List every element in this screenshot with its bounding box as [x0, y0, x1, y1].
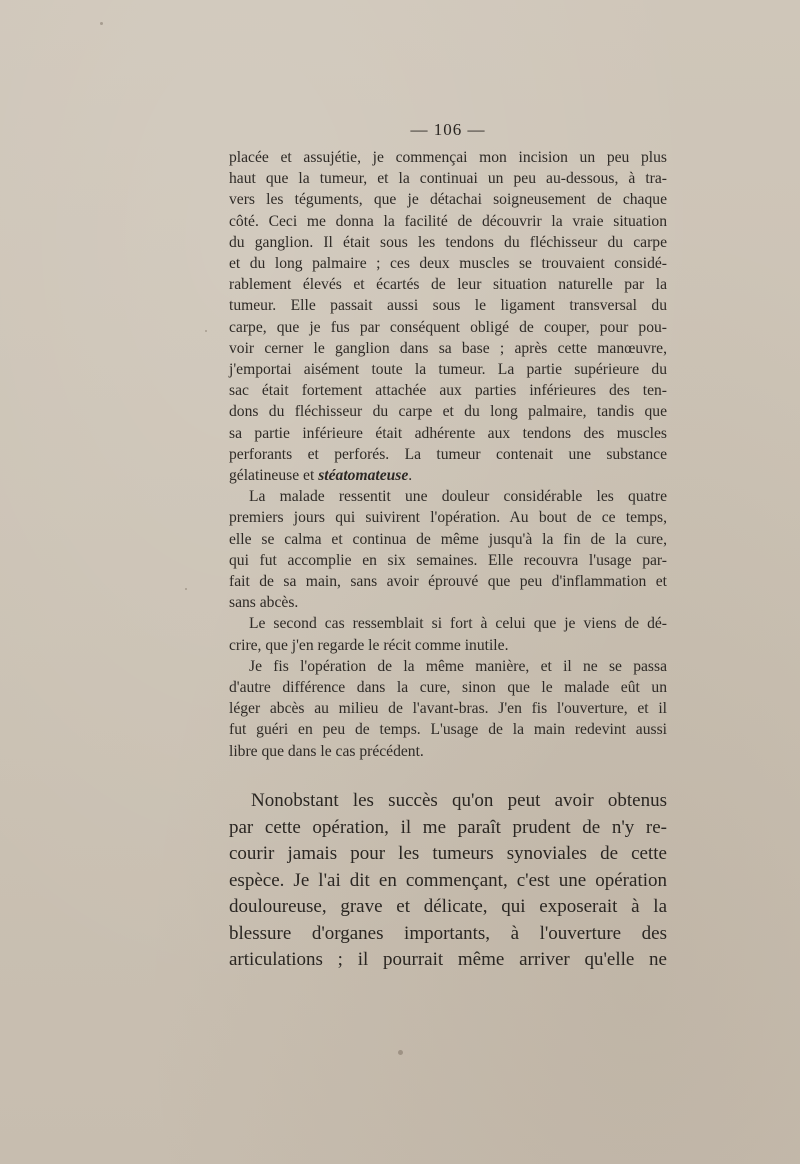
paper-speck: [185, 588, 187, 590]
text-line: dons du fléchisseur du carpe et du long palmaire, tandis que: [229, 403, 667, 421]
text-line: fut guéri en peu de temps. L'usage de la main redevint aussi: [229, 721, 667, 739]
text-line: [229, 465, 667, 486]
text-line: douloureuse, grave et délicate, qui exposerait à la: [229, 896, 667, 917]
text-line: côté. Ceci me donna la facilité de découvrir la vraie situation: [229, 212, 667, 230]
text-line: du ganglion. Il était sous les tendons du fléchisseur du carpe: [229, 233, 667, 251]
paragraph-1: [229, 147, 667, 486]
text-line: j'emportai aisément toute la tumeur. La partie supérieure du: [229, 361, 667, 379]
text-line: courir jamais pour les tumeurs synoviales de cette: [229, 843, 667, 864]
text-line: tumeur. Elle passait aussi sous le ligament transversal du: [229, 297, 667, 315]
text-line: par cette opération, il me paraît prudent de n'y re-: [229, 816, 667, 838]
small-text-body: [229, 147, 667, 762]
text-line: perforants et perforés. La tumeur contenait une substance: [229, 445, 667, 463]
text-line: sa partie inférieure était adhérente aux tendons des muscles: [229, 424, 667, 442]
text-line: premiers jours qui suivirent l'opération. Au bout de ce temps,: [229, 509, 667, 527]
paper-speck: [398, 1050, 403, 1055]
large-text-body: [229, 788, 667, 974]
text-line: qui fut accomplie en six semaines. Elle recouvra l'usage par-: [229, 551, 667, 569]
text-line: fait de sa main, sans avoir éprouvé que peu d'inflammation et: [229, 573, 667, 591]
text-line: libre que dans le cas précédent.: [229, 742, 424, 760]
text-line: léger abcès au milieu de l'avant-bras. J'en fis l'ouverture, et il: [229, 700, 667, 718]
text-line: d'autre différence dans la cure, sinon que le malade eût un: [229, 679, 667, 697]
text-fragment: gélatineuse et: [229, 467, 319, 485]
text-line: Nonobstant les succès qu'on peut avoir obtenus: [251, 790, 667, 811]
page-number: — 106 —: [410, 120, 486, 139]
text-line: vers les téguments, que je détachai soigneusement de chaque: [229, 191, 667, 209]
text-line: placée et assujétie, je commençai mon incision un peu plus: [229, 149, 667, 166]
paper-speck: [205, 330, 207, 332]
text-line: rablement élevés et écartés de leur situation naturelle par la: [229, 276, 667, 294]
text-line: elle se calma et continua de même jusqu'à la fin de la cure,: [229, 530, 667, 548]
text-line: Je fis l'opération de la même manière, et il ne se passa: [249, 657, 667, 675]
text-line: espèce. Je l'ai dit en commençant, c'est une opération: [229, 869, 667, 891]
text-line: blessure d'organes importants, à l'ouverture des: [229, 922, 667, 944]
paragraph-3: [229, 613, 667, 655]
text-fragment: .: [408, 467, 413, 485]
text-line: carpe, que je fus par conséquent obligé de couper, pour pou-: [229, 318, 667, 336]
text-line: articulations ; il pourrait même arriver qu'elle ne: [229, 949, 667, 970]
text-line: crire, que j'en regarde le récit comme inutile.: [229, 636, 509, 654]
text-line: haut que la tumeur, et la continuai un peu au-dessous, à tra-: [229, 170, 667, 188]
text-line: voir cerner le ganglion dans sa base ; après cette manœuvre,: [229, 339, 667, 357]
italic-term: stéatomateuse: [318, 467, 409, 485]
text-line: Le second cas ressemblait si fort à celui que je viens de dé-: [249, 615, 667, 633]
text-line: La malade ressentit une douleur considérable les quatre: [249, 488, 667, 506]
paragraph-2: [229, 486, 667, 613]
paper-speck: [100, 22, 103, 25]
text-line: et du long palmaire ; ces deux muscles se trouvaient considé-: [229, 255, 667, 273]
text-line: sac était fortement attachée aux parties inférieures des ten-: [229, 382, 667, 400]
text-line: sans abcès.: [229, 594, 299, 612]
paragraph-4: [229, 656, 667, 762]
